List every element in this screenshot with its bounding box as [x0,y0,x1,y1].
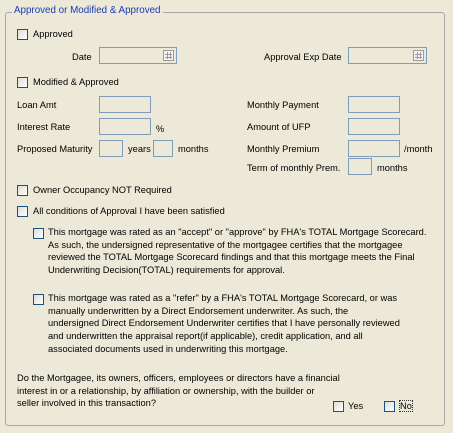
yes-checkbox[interactable] [333,401,344,412]
maturity-years-field[interactable] [99,140,123,157]
approval-exp-date-label: Approval Exp Date [264,52,342,62]
loan-amt-label: Loan Amt [17,100,57,110]
question-line: Do the Mortgagee, its owners, officers, employees or directors have a financial [17,373,340,383]
refer-line: This mortgage was rated as a "refer" by a FHA's TOTAL Mortgage Scorecard, or was [48,293,398,303]
interest-rate-field[interactable] [99,118,151,135]
monthly-premium-field[interactable] [348,140,400,157]
interest-rate-label: Interest Rate [17,122,71,132]
approval-groupbox [5,12,445,426]
date-label: Date [72,52,92,62]
refer-line: undersigned Direct Endorsement Underwriter certifies that I have personally reviewed [48,318,400,329]
accept-checkbox[interactable] [33,228,44,239]
calendar-icon[interactable] [163,50,174,61]
monthly-premium-label: Monthly Premium [247,144,320,154]
approved-checkbox[interactable] [17,29,28,40]
accept-line: This mortgage was rated as an "accept" or "approve" by FHA's TOTAL Mortgage Scorecard. [48,227,427,237]
yes-label: Yes [348,401,364,411]
refer-line: manually underwritten by a Direct Endorsement underwriter. As such, the [48,305,349,316]
date-field[interactable] [99,47,177,64]
refer-statement [48,292,400,356]
months-label: months [178,144,209,154]
all-conditions-checkbox[interactable] [17,206,28,217]
financial-interest-question [17,372,340,410]
percent-label: % [156,124,165,134]
maturity-months-field[interactable] [153,140,173,157]
accept-line: reviewed the TOTAL Mortgage Scorecard findings and that this mortgage meets the Final [48,252,415,263]
per-month-label: /month [404,144,433,154]
group-title: Approved or Modified & Approved [14,5,161,16]
refer-line: and underwritten the appraisal report(if applicable), credit application, and all [48,331,363,342]
owner-occupancy-checkbox[interactable] [17,185,28,196]
term-premium-field[interactable] [348,158,372,175]
term-months-label: months [377,163,408,173]
monthly-payment-field[interactable] [348,96,400,113]
all-conditions-label: All conditions of Approval I have been satisfied [33,206,225,216]
owner-occupancy-label: Owner Occupancy NOT Required [33,185,172,195]
question-line: interest in or a relationship, by affiliation or ownership, with the builder or [17,385,315,396]
term-premium-label: Term of monthly Prem. [247,163,341,173]
amount-ufp-label: Amount of UFP [247,122,311,132]
modified-approved-checkbox[interactable] [17,77,28,88]
monthly-payment-label: Monthly Payment [247,100,319,110]
approval-exp-date-field[interactable] [348,47,427,64]
loan-amt-field[interactable] [99,96,151,113]
approved-label: Approved [33,29,73,39]
refer-checkbox[interactable] [33,294,44,305]
proposed-maturity-label: Proposed Maturity [17,144,93,154]
accept-statement [48,226,426,277]
modified-approved-label: Modified & Approved [33,77,119,87]
accept-line: Underwriting Decision(TOTAL) requirements for approval. [48,265,285,276]
question-line: seller involved in this transaction? [17,398,157,409]
years-label: years [128,144,151,154]
accept-line: As such, the undersigned representative of the mortgagee certifies that the mortgagee [48,239,403,250]
amount-ufp-field[interactable] [348,118,400,135]
calendar-icon[interactable] [413,50,424,61]
no-label: No [400,401,412,411]
refer-line: associated documents used in underwriting this mortgage. [48,343,288,354]
no-checkbox[interactable] [384,401,395,412]
